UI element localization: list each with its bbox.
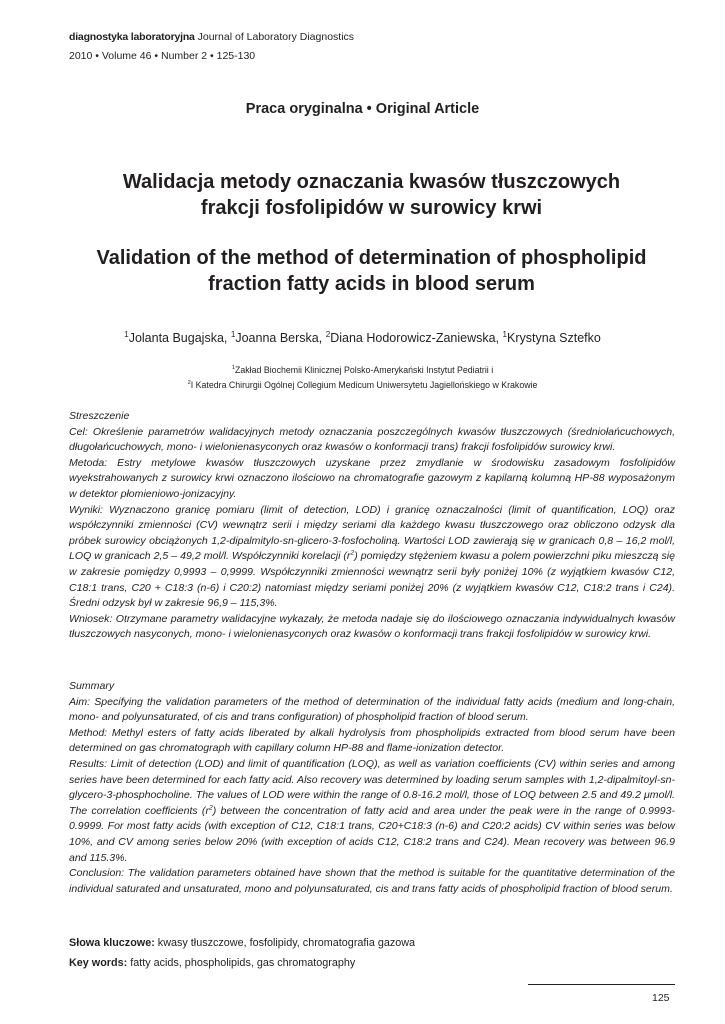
- author: $^1$Krystyna Sztefko: [502, 329, 601, 345]
- citation-line: 2010 • Volume 46 • Number 2 • 125-130: [69, 50, 256, 62]
- title-polish-line: frakcji fosfolipidów w surowicy krwi: [200, 197, 543, 219]
- keywords-english: [69, 956, 675, 970]
- keywords-label: Słowa kluczowe:: [69, 937, 155, 949]
- keywords-label: Key words:: [69, 957, 128, 969]
- journal-name-pl: diagnostyka laboratoryjna: [69, 31, 195, 43]
- page-number: 125: [652, 992, 670, 1004]
- abstract-results: Wyniki: Wyznaczono granicę pomiaru (limit of detection, LOD) i granicę oznaczalności (limit of quantification, LOQ) oraz współczynniki zmienności (CV) wewnątrz serii i między seriami dla każdego kwasu tłuszczowego oraz obliczono odzysk dla próbek surowicy obciążonych 1,2-dipalmitylo-sn-glicero-3-fosfocholiną. Wartości LOD zawierają się w granicach 0,8 – 16,2 mol/l, LOQ w granicach 2,5 – 49,2 mol/l. Współczynniki korelacji $(r^2)$ pomiędzy stężeniem kwasu a polem powierzchni piku mieszczą się w zakresie pomiędzy 0,9993 – 0,9999. Współczynniki zmienności wewnątrz serii były poniżej 10% (z wyjątkiem kwasów C12, C18:1 trans, C20 + C18:3 (n-6) i C20:2) natomiast między seriami poniżej 20% (z wyjątkiem kwasów C12, C18:2 trans i C24). Średni odzysk był w zakresie 96,9 – 115,3%.: [69, 503, 675, 610]
- abstract-results: Results: Limit of detection (LOD) and limit of quantification (LOQ), as well as variation coefficients (CV) within series and among series have been determined for each fatty acid. Also recovery was determined by loading serum samples with 1,2-dipalmitoyl-sn-glycero-3-phosphocholine. The values of LOD were within the range of 0.8-16.2 mol/l, those of LOQ between 2.5 and 49.2 μmol/l. The correlation coefficients $(r^2)$ between the concentration of fatty acid and area under the peak were in the range of 0.9993-0.9999. For most fatty acids (with exception of C12, C18:1 trans, C20+C18:3 (n-6) and C20:2 acids) CV within series was below 10%, and CV among series below 20% (with exception of acids C12, C18:2 trans and C24). Mean recovery was between 96.9 and 115.3%.: [69, 757, 675, 864]
- affiliation: $^1$Zakład Biochemii Klinicznej Polsko-Amerykański Instytut Pediatrii i: [231, 365, 494, 375]
- abstract-conclusion: Wniosek: Otrzymane parametry walidacyjne wykazały, że metoda nadaje się do ilościowego oznaczania indywidualnych kwasów tłuszczowych nasyconych, mono- i wielonienasyconych oraz kwasów o konformacji trans frakcji fosfolipidów w surowicy krwi.: [69, 612, 675, 641]
- abstract-heading: Streszczenie: [69, 410, 130, 422]
- title-english-line: Validation of the method of determination of phospholipid: [96, 247, 647, 269]
- author: $^1$Jolanta Bugajska,: [124, 329, 231, 345]
- affiliation: $^2$I Katedra Chirurgii Ogólnej Collegium Medicum Uniwersytetu Jagiellońskiego w Krakowie: [187, 380, 538, 390]
- abstract-method: Method: Methyl esters of fatty acids liberated by alkali hydrolysis from phospholipids extracted from blood serum have been determined on gas chromatograph with capillary column HP-88 and flame-ionization detector.: [69, 726, 675, 755]
- keywords-polish: [69, 936, 675, 950]
- journal-name-en: Journal of Laboratory Diagnostics: [197, 31, 355, 43]
- author-list: [0, 331, 725, 345]
- abstract-heading: Summary: [69, 680, 115, 692]
- journal-header: [69, 31, 354, 44]
- article-type: Praca oryginalna • Original Article: [245, 101, 480, 117]
- title-polish: [60, 169, 683, 221]
- abstract-english: [69, 679, 675, 897]
- title-polish-line: Walidacja metody oznaczania kwasów tłuszczowych: [122, 171, 621, 193]
- affiliations: [0, 363, 725, 393]
- abstract-aim: Cel: Określenie parametrów walidacyjnych metody oznaczania poszczególnych kwasów tłuszczowych (średniołańcuchowych, długołańcuchowych, mono- i wielonienasyconych oraz kwasów o konformacji trans) frakcji fosfolipidów surowicy krwi.: [69, 425, 675, 454]
- keywords-text: fatty acids, phospholipids, gas chromatography: [127, 957, 356, 969]
- title-english-line: fraction fatty acids in blood serum: [208, 273, 535, 295]
- abstract-method: Metoda: Estry metylowe kwasów tłuszczowych uzyskane przez zmydlanie w środowisku zasadowym fosfolipidów wyekstrahowanych z surowicy krwi oznaczono ilościowo na chromatografie gazowym z kapilarną kolumną HP-88 wyposażonym w detektor płomieniowo-jonizacyjny.: [69, 456, 675, 500]
- abstract-conclusion: Conclusion: The validation parameters obtained have shown that the method is suitable for the quantitative determination of the individual saturated and unsaturated, mono and polyunsaturated, cis and trans fatty acids of phospholipid fraction of blood serum.: [69, 867, 675, 895]
- keywords-text: kwasy tłuszczowe, fosfolipidy, chromatografia gazowa: [154, 937, 416, 949]
- author: $^2$Diana Hodorowicz-Zaniewska,: [325, 329, 503, 345]
- author: $^1$Joanna Berska,: [230, 329, 326, 345]
- abstract-polish: [69, 409, 675, 643]
- abstract-aim: Aim: Specifying the validation parameters of the method of determination of the individual fatty acids (medium and long-chain, mono- and polyunsaturated, of cis and trans configuration) of phospholipid fraction of blood serum.: [69, 695, 675, 724]
- title-english: [60, 245, 683, 297]
- footer-divider: [528, 984, 675, 985]
